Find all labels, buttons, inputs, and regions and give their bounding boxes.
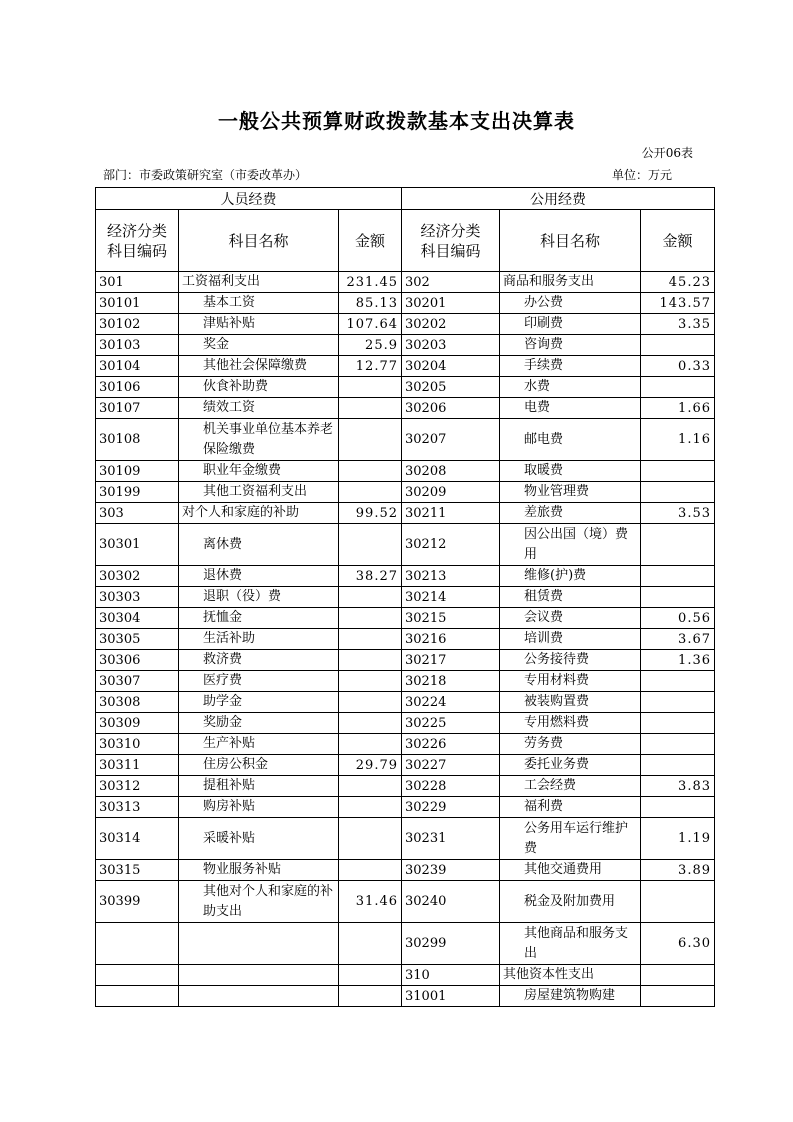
left-amount-cell bbox=[339, 524, 402, 566]
left-amount-cell bbox=[339, 818, 402, 860]
right-amount-cell: 1.66 bbox=[641, 398, 715, 419]
right-code-cell: 30209 bbox=[402, 482, 500, 503]
left-amount-cell bbox=[339, 377, 402, 398]
right-amount-cell: 3.67 bbox=[641, 629, 715, 650]
left-name-cell: 物业服务补贴 bbox=[179, 860, 339, 881]
right-amount-cell: 3.89 bbox=[641, 860, 715, 881]
right-amount-cell: 3.35 bbox=[641, 314, 715, 335]
right-code-cell: 30227 bbox=[402, 755, 500, 776]
right-amount-cell: 3.53 bbox=[641, 503, 715, 524]
right-code-cell: 30231 bbox=[402, 818, 500, 860]
left-code-cell: 30304 bbox=[96, 608, 179, 629]
left-name-cell bbox=[179, 986, 339, 1007]
left-code-cell: 30305 bbox=[96, 629, 179, 650]
right-amount-cell bbox=[641, 797, 715, 818]
right-name-cell: 因公出国（境）费用 bbox=[500, 524, 641, 566]
table-row bbox=[96, 797, 715, 818]
table-row bbox=[96, 692, 715, 713]
right-name-cell: 委托业务费 bbox=[500, 755, 641, 776]
left-code-cell: 30109 bbox=[96, 461, 179, 482]
table-row bbox=[96, 377, 715, 398]
right-amount-cell bbox=[641, 587, 715, 608]
left-amount-cell bbox=[339, 776, 402, 797]
right-amount-cell: 1.36 bbox=[641, 650, 715, 671]
right-name-cell: 取暖费 bbox=[500, 461, 641, 482]
table-row bbox=[96, 314, 715, 335]
right-name-cell: 租赁费 bbox=[500, 587, 641, 608]
header-name-right: 科目名称 bbox=[500, 210, 641, 272]
page-title: 一般公共预算财政拨款基本支出决算表 bbox=[218, 109, 575, 133]
right-amount-cell: 1.19 bbox=[641, 818, 715, 860]
right-amount-cell: 0.33 bbox=[641, 356, 715, 377]
right-amount-cell: 1.16 bbox=[641, 419, 715, 461]
right-name-cell: 印刷费 bbox=[500, 314, 641, 335]
right-code-cell: 30203 bbox=[402, 335, 500, 356]
left-amount-cell bbox=[339, 461, 402, 482]
table-row bbox=[96, 755, 715, 776]
right-name-cell: 劳务费 bbox=[500, 734, 641, 755]
right-name-cell: 专用材料费 bbox=[500, 671, 641, 692]
left-name-cell: 机关事业单位基本养老保险缴费 bbox=[179, 419, 339, 461]
left-name-cell: 伙食补助费 bbox=[179, 377, 339, 398]
left-code-cell: 30106 bbox=[96, 377, 179, 398]
table-row bbox=[96, 503, 715, 524]
left-name-cell: 采暖补贴 bbox=[179, 818, 339, 860]
left-amount-cell: 107.64 bbox=[339, 314, 402, 335]
right-name-cell: 维修(护)费 bbox=[500, 566, 641, 587]
right-name-cell: 专用燃料费 bbox=[500, 713, 641, 734]
right-code-cell: 30214 bbox=[402, 587, 500, 608]
left-amount-cell bbox=[339, 650, 402, 671]
right-amount-cell bbox=[641, 524, 715, 566]
right-code-cell: 310 bbox=[402, 965, 500, 986]
right-code-cell: 30240 bbox=[402, 881, 500, 923]
table-row bbox=[96, 923, 715, 965]
left-amount-cell: 231.45 bbox=[339, 272, 402, 293]
table-row bbox=[96, 629, 715, 650]
right-code-cell: 30201 bbox=[402, 293, 500, 314]
left-amount-cell bbox=[339, 398, 402, 419]
table-row bbox=[96, 461, 715, 482]
right-name-cell: 会议费 bbox=[500, 608, 641, 629]
left-amount-cell bbox=[339, 734, 402, 755]
right-amount-cell bbox=[641, 461, 715, 482]
left-name-cell bbox=[179, 923, 339, 965]
left-code-cell: 303 bbox=[96, 503, 179, 524]
left-code-cell: 30306 bbox=[96, 650, 179, 671]
table-row bbox=[96, 272, 715, 293]
left-amount-cell bbox=[339, 713, 402, 734]
left-code-cell bbox=[96, 965, 179, 986]
left-amount-cell bbox=[339, 608, 402, 629]
left-name-cell: 退休费 bbox=[179, 566, 339, 587]
table-row bbox=[96, 356, 715, 377]
right-code-cell: 30206 bbox=[402, 398, 500, 419]
right-code-cell: 30216 bbox=[402, 629, 500, 650]
left-code-cell: 301 bbox=[96, 272, 179, 293]
right-name-cell: 物业管理费 bbox=[500, 482, 641, 503]
right-name-cell: 房屋建筑物购建 bbox=[500, 986, 641, 1007]
right-code-cell: 30202 bbox=[402, 314, 500, 335]
right-name-cell: 水费 bbox=[500, 377, 641, 398]
right-code-cell: 30224 bbox=[402, 692, 500, 713]
right-name-cell: 差旅费 bbox=[500, 503, 641, 524]
left-amount-cell bbox=[339, 986, 402, 1007]
left-name-cell: 抚恤金 bbox=[179, 608, 339, 629]
left-code-cell: 30199 bbox=[96, 482, 179, 503]
right-amount-cell bbox=[641, 986, 715, 1007]
left-name-cell: 其他工资福利支出 bbox=[179, 482, 339, 503]
right-code-cell: 30205 bbox=[402, 377, 500, 398]
left-amount-cell bbox=[339, 419, 402, 461]
left-name-cell: 对个人和家庭的补助 bbox=[179, 503, 339, 524]
left-amount-cell bbox=[339, 671, 402, 692]
right-code-cell: 30218 bbox=[402, 671, 500, 692]
left-code-cell bbox=[96, 986, 179, 1007]
left-name-cell: 医疗费 bbox=[179, 671, 339, 692]
left-name-cell: 助学金 bbox=[179, 692, 339, 713]
right-code-cell: 30299 bbox=[402, 923, 500, 965]
department-label: 部门：市委政策研究室（市委改革办） bbox=[103, 168, 308, 182]
right-name-cell: 咨询费 bbox=[500, 335, 641, 356]
right-amount-cell bbox=[641, 482, 715, 503]
left-amount-cell: 25.9 bbox=[339, 335, 402, 356]
left-name-cell: 购房补贴 bbox=[179, 797, 339, 818]
left-code-cell: 30101 bbox=[96, 293, 179, 314]
table-row bbox=[96, 482, 715, 503]
right-code-cell: 30228 bbox=[402, 776, 500, 797]
right-amount-cell bbox=[641, 335, 715, 356]
left-amount-cell bbox=[339, 923, 402, 965]
right-code-cell: 30213 bbox=[402, 566, 500, 587]
left-code-cell bbox=[96, 923, 179, 965]
left-amount-cell: 38.27 bbox=[339, 566, 402, 587]
left-amount-cell: 99.52 bbox=[339, 503, 402, 524]
table-row bbox=[96, 860, 715, 881]
right-code-cell: 30211 bbox=[402, 503, 500, 524]
table-row bbox=[96, 818, 715, 860]
table-row bbox=[96, 524, 715, 566]
left-name-cell: 绩效工资 bbox=[179, 398, 339, 419]
right-amount-cell: 45.23 bbox=[641, 272, 715, 293]
left-name-cell bbox=[179, 965, 339, 986]
right-name-cell: 邮电费 bbox=[500, 419, 641, 461]
left-code-cell: 30303 bbox=[96, 587, 179, 608]
left-code-cell: 30313 bbox=[96, 797, 179, 818]
right-name-cell: 公务接待费 bbox=[500, 650, 641, 671]
right-amount-cell bbox=[641, 566, 715, 587]
left-amount-cell bbox=[339, 482, 402, 503]
right-amount-cell bbox=[641, 755, 715, 776]
left-amount-cell: 31.46 bbox=[339, 881, 402, 923]
left-code-cell: 30302 bbox=[96, 566, 179, 587]
left-amount-cell bbox=[339, 692, 402, 713]
right-code-cell: 302 bbox=[402, 272, 500, 293]
left-amount-cell: 29.79 bbox=[339, 755, 402, 776]
left-name-cell: 生活补助 bbox=[179, 629, 339, 650]
right-code-cell: 30217 bbox=[402, 650, 500, 671]
right-name-cell: 电费 bbox=[500, 398, 641, 419]
right-amount-cell bbox=[641, 713, 715, 734]
right-amount-cell bbox=[641, 734, 715, 755]
table-row bbox=[96, 986, 715, 1007]
right-name-cell: 其他资本性支出 bbox=[500, 965, 641, 986]
left-code-cell: 30399 bbox=[96, 881, 179, 923]
left-code-cell: 30311 bbox=[96, 755, 179, 776]
right-amount-cell: 3.83 bbox=[641, 776, 715, 797]
right-code-cell: 30207 bbox=[402, 419, 500, 461]
left-name-cell: 其他社会保障缴费 bbox=[179, 356, 339, 377]
left-name-cell: 工资福利支出 bbox=[179, 272, 339, 293]
table-number: 公开06表 bbox=[641, 146, 693, 160]
right-amount-cell: 6.30 bbox=[641, 923, 715, 965]
right-code-cell: 30212 bbox=[402, 524, 500, 566]
group-personnel: 人员经费 bbox=[96, 188, 402, 210]
table-row bbox=[96, 776, 715, 797]
table-row bbox=[96, 671, 715, 692]
left-name-cell: 离休费 bbox=[179, 524, 339, 566]
left-name-cell: 生产补贴 bbox=[179, 734, 339, 755]
left-code-cell: 30107 bbox=[96, 398, 179, 419]
left-code-cell: 30108 bbox=[96, 419, 179, 461]
right-code-cell: 30229 bbox=[402, 797, 500, 818]
right-code-cell: 30225 bbox=[402, 713, 500, 734]
left-amount-cell bbox=[339, 797, 402, 818]
right-name-cell: 福利费 bbox=[500, 797, 641, 818]
header-name-left: 科目名称 bbox=[179, 210, 339, 272]
left-amount-cell bbox=[339, 587, 402, 608]
left-code-cell: 30104 bbox=[96, 356, 179, 377]
right-code-cell: 30239 bbox=[402, 860, 500, 881]
table-row bbox=[96, 419, 715, 461]
table-row bbox=[96, 713, 715, 734]
left-code-cell: 30309 bbox=[96, 713, 179, 734]
left-name-cell: 救济费 bbox=[179, 650, 339, 671]
right-name-cell: 税金及附加费用 bbox=[500, 881, 641, 923]
right-name-cell: 公务用车运行维护费 bbox=[500, 818, 641, 860]
left-code-cell: 30314 bbox=[96, 818, 179, 860]
right-code-cell: 31001 bbox=[402, 986, 500, 1007]
table-row bbox=[96, 335, 715, 356]
right-name-cell: 其他商品和服务支出 bbox=[500, 923, 641, 965]
left-name-cell: 提租补贴 bbox=[179, 776, 339, 797]
right-code-cell: 30208 bbox=[402, 461, 500, 482]
left-name-cell: 住房公积金 bbox=[179, 755, 339, 776]
right-code-cell: 30215 bbox=[402, 608, 500, 629]
left-code-cell: 30301 bbox=[96, 524, 179, 566]
left-name-cell: 其他对个人和家庭的补助支出 bbox=[179, 881, 339, 923]
table-row bbox=[96, 734, 715, 755]
expenditure-table bbox=[95, 187, 715, 1007]
table-row bbox=[96, 398, 715, 419]
left-code-cell: 30103 bbox=[96, 335, 179, 356]
right-name-cell: 商品和服务支出 bbox=[500, 272, 641, 293]
header-code-right: 经济分类 科目编码 bbox=[402, 210, 500, 272]
right-amount-cell bbox=[641, 692, 715, 713]
right-amount-cell bbox=[641, 671, 715, 692]
left-amount-cell bbox=[339, 629, 402, 650]
right-code-cell: 30226 bbox=[402, 734, 500, 755]
left-amount-cell bbox=[339, 860, 402, 881]
left-name-cell: 津贴补贴 bbox=[179, 314, 339, 335]
left-name-cell: 奖励金 bbox=[179, 713, 339, 734]
right-name-cell: 被装购置费 bbox=[500, 692, 641, 713]
right-name-cell: 办公费 bbox=[500, 293, 641, 314]
table-row bbox=[96, 293, 715, 314]
left-code-cell: 30308 bbox=[96, 692, 179, 713]
group-public: 公用经费 bbox=[402, 188, 715, 210]
unit-label: 单位：万元 bbox=[612, 168, 673, 182]
left-name-cell: 奖金 bbox=[179, 335, 339, 356]
table-row bbox=[96, 608, 715, 629]
right-amount-cell: 143.57 bbox=[641, 293, 715, 314]
table-row bbox=[96, 881, 715, 923]
left-code-cell: 30312 bbox=[96, 776, 179, 797]
right-amount-cell bbox=[641, 881, 715, 923]
right-name-cell: 工会经费 bbox=[500, 776, 641, 797]
table-row bbox=[96, 587, 715, 608]
left-name-cell: 职业年金缴费 bbox=[179, 461, 339, 482]
left-code-cell: 30315 bbox=[96, 860, 179, 881]
right-code-cell: 30204 bbox=[402, 356, 500, 377]
right-amount-cell bbox=[641, 965, 715, 986]
header-amount-right: 金额 bbox=[641, 210, 715, 272]
left-amount-cell: 85.13 bbox=[339, 293, 402, 314]
left-name-cell: 退职（役）费 bbox=[179, 587, 339, 608]
left-code-cell: 30102 bbox=[96, 314, 179, 335]
right-name-cell: 其他交通费用 bbox=[500, 860, 641, 881]
left-amount-cell: 12.77 bbox=[339, 356, 402, 377]
right-name-cell: 培训费 bbox=[500, 629, 641, 650]
left-code-cell: 30307 bbox=[96, 671, 179, 692]
table-row bbox=[96, 566, 715, 587]
table-row bbox=[96, 650, 715, 671]
right-amount-cell: 0.56 bbox=[641, 608, 715, 629]
header-amount-left: 金额 bbox=[339, 210, 402, 272]
header-code-left: 经济分类 科目编码 bbox=[96, 210, 179, 272]
left-name-cell: 基本工资 bbox=[179, 293, 339, 314]
left-amount-cell bbox=[339, 965, 402, 986]
table-row bbox=[96, 965, 715, 986]
right-name-cell: 手续费 bbox=[500, 356, 641, 377]
right-amount-cell bbox=[641, 377, 715, 398]
left-code-cell: 30310 bbox=[96, 734, 179, 755]
